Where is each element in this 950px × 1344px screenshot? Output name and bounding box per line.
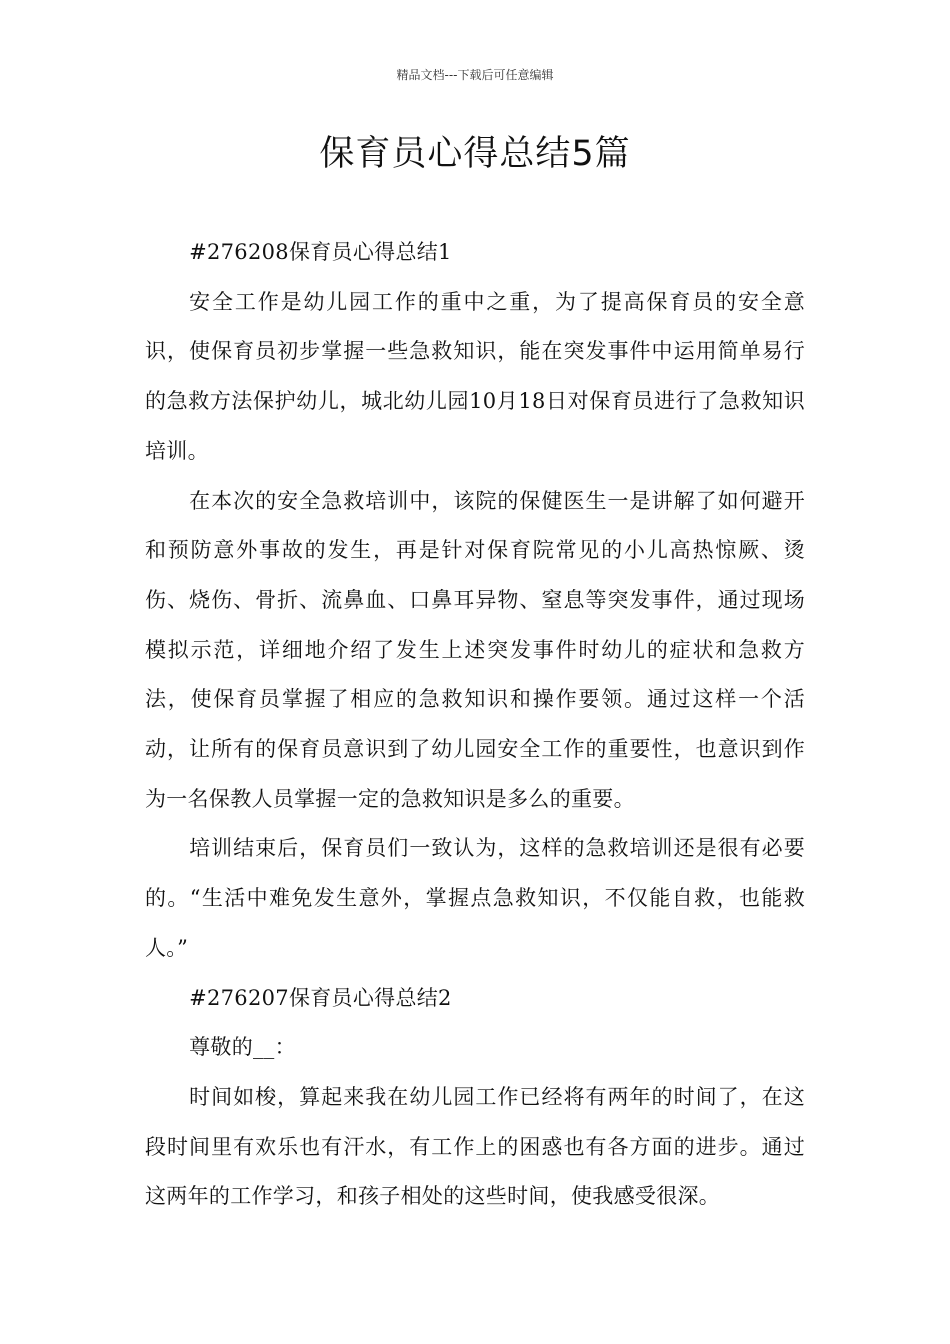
paragraph: 安全工作是幼儿园工作的重中之重，为了提高保育员的安全意识，使保育员初步掌握一些急救知识，能在突发事件中运用简单易行的急救方法保护幼儿，城北幼儿园10月18日对保育员进行了急救知识培训。 [145, 289, 805, 463]
paragraph: 时间如梭，算起来我在幼儿园工作已经将有两年的时间了，在这段时间里有欢乐也有汗水，有工作上的困惑也有各方面的进步。通过这两年的工作学习，和孩子相处的这些时间，使我感受很深。 [145, 1084, 805, 1209]
header-note: 精品文档---下载后可任意编辑 [396, 68, 554, 82]
section-heading-2: #276207保育员心得总结2 [189, 985, 452, 1010]
document-body [145, 228, 805, 1222]
salutation: 尊敬的__： [189, 1035, 296, 1060]
paragraph: 在本次的安全急救培训中，该院的保健医生一是讲解了如何避开和预防意外事故的发生，再是针对保育院常见的小儿高热惊厥、烫伤、烧伤、骨折、流鼻血、口鼻耳异物、窒息等突发事件，通过现场模拟示范，详细地介绍了发生上述突发事件时幼儿的症状和急救方法，使保育员掌握了相应的急救知识和操作要领。通过这样一个活动，让所有的保育员意识到了幼儿园安全工作的重要性，也意识到作为一名保教人员掌握一定的急救知识是多么的重要。 [145, 488, 805, 811]
section-heading-1: #276208保育员心得总结1 [189, 240, 452, 264]
document-title: 保育员心得总结5篇 [319, 134, 631, 174]
paragraph: 培训结束后，保育员们一致认为，这样的急救培训还是很有必要的。“生活中难免发生意外，掌握点急救知识，不仅能自救，也能救人。” [145, 836, 805, 960]
